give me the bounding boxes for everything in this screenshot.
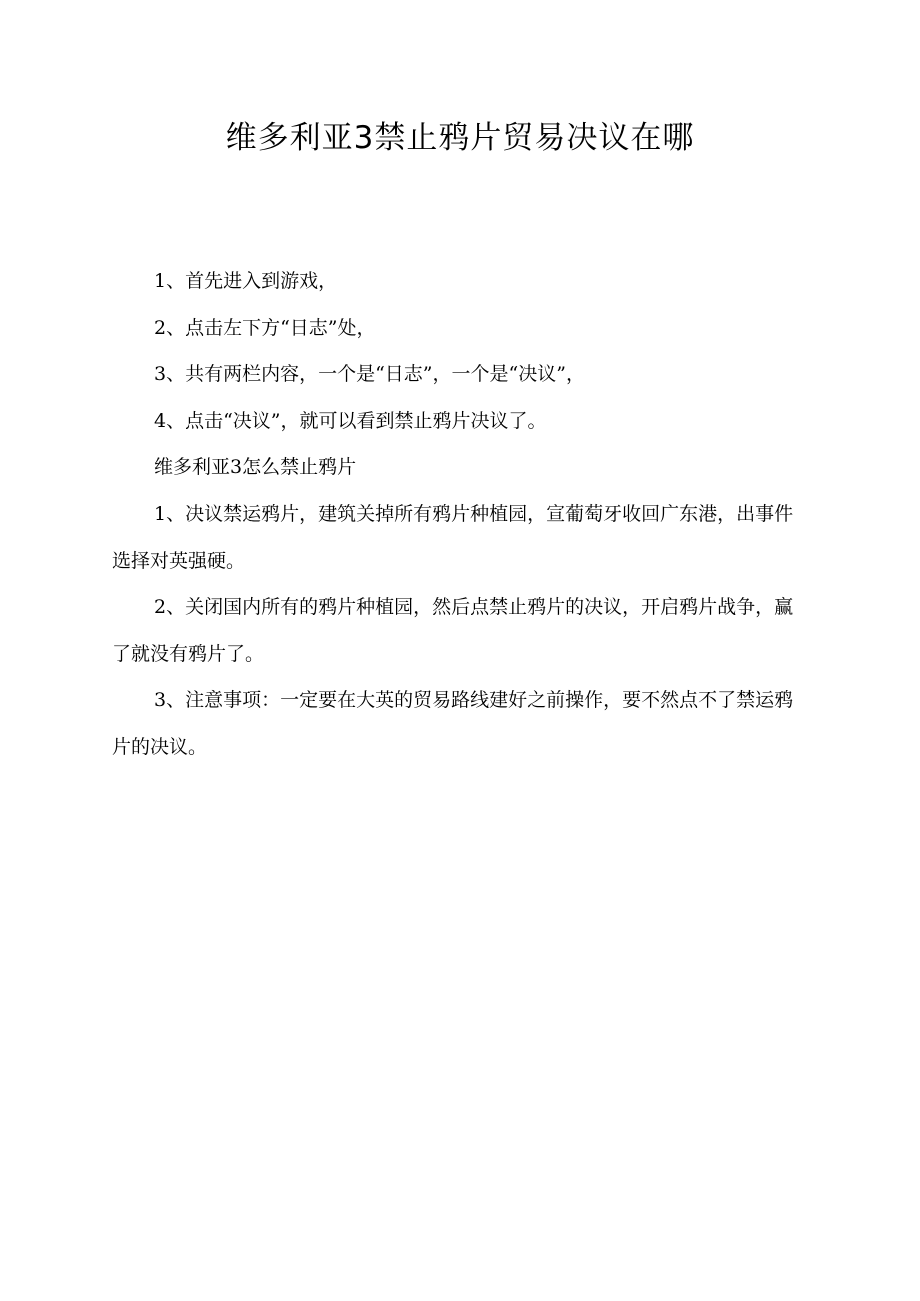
paragraph-step-2: 2、点击左下方“日志”处，: [154, 316, 376, 339]
page-title: 维多利亚3禁止鸦片贸易决议在哪: [225, 120, 695, 156]
section-heading: 维多利亚3怎么禁止鸦片: [154, 456, 357, 479]
paragraph-method-2: 2、关闭国内所有的鸦片种植园，然后点禁止鸦片的决议，开启鸦片战争，赢了就没有鸦片了。: [112, 596, 794, 665]
paragraph-step-3: 3、共有两栏内容，一个是“日志”，一个是“决议”，: [154, 363, 585, 386]
paragraph-step-4: 4、点击“决议”，就可以看到禁止鸦片决议了。: [154, 409, 547, 432]
document-body: [112, 258, 812, 771]
paragraph-step-1: 1、首先进入到游戏，: [154, 270, 338, 292]
paragraph-notes: 3、注意事项：一定要在大英的贸易路线建好之前操作，要不然点不了禁运鸦片的决议。: [112, 689, 794, 758]
paragraph-method-1: 1、决议禁运鸦片，建筑关掉所有鸦片种植园，宣葡萄牙收回广东港，出事件选择对英强硬。: [112, 502, 794, 572]
